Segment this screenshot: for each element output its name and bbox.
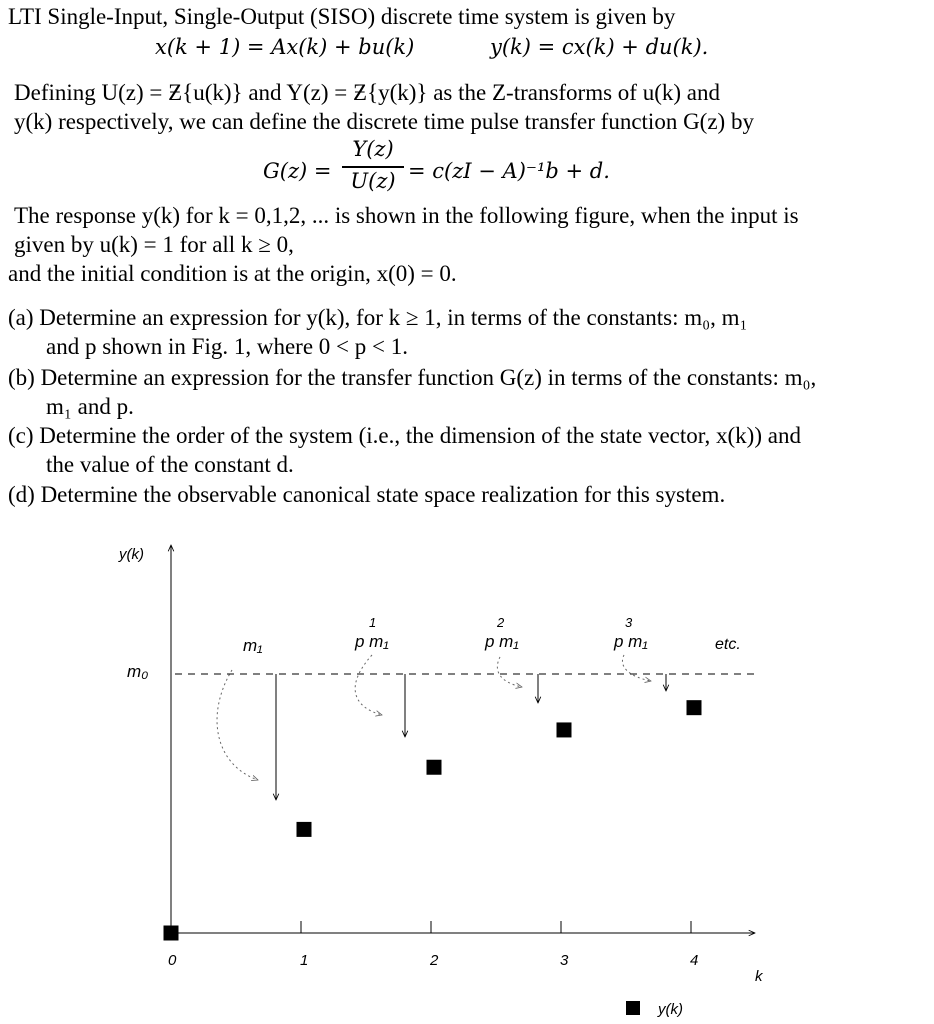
state-equation: x(k + 1) = Ax(k) + bu(k) [155,35,415,59]
x-tick-label-0: 0 [168,952,177,969]
pm1-annotation-1-exponent: 1 [369,615,377,630]
x-tick-label-4: 4 [690,952,699,969]
data-point-k4 [687,700,702,715]
response-line-2: given by u(k) = 1 for all k ≥ 0, [14,232,294,257]
curved-arrow-2 [355,655,382,715]
question-c-line-2: the value of the constant d. [46,452,294,477]
response-line-1: The response y(k) for k = 0,1,2, ... is shown in the following figure, when the input is [14,203,799,228]
question-a-line-2: and p shown in Fig. 1, where 0 < p < 1. [46,334,408,359]
response-line-3: and the initial condition is at the origin, x(0) = 0. [8,261,457,286]
pm1-annotation-3: p m₁ [614,632,648,651]
question-d-line-1: (d) Determine the observable canonical state space realization for this system. [8,482,726,507]
etc-annotation: etc. [715,636,741,653]
transfer-function-denominator: U(z) [350,169,396,193]
legend-label: y(k) [658,1001,683,1018]
data-point-k3 [557,722,572,737]
curved-arrow-4 [622,655,651,681]
pm1-annotation-2: p m₁ [485,632,519,651]
pm1-annotation-2-exponent: 2 [497,615,505,630]
question-b-line-2: m₁ and p. [46,394,134,419]
transfer-function-lhs: G(z) = [263,159,332,183]
question-c-line-1: (c) Determine the order of the system (i.e., the dimension of the state vector, x(k)) and [8,423,801,448]
x-tick-label-3: 3 [560,952,569,969]
fraction-bar [342,166,404,168]
transfer-function-numerator: Y(z) [352,137,394,161]
curved-arrow-1 [217,670,258,780]
definition-line-1: Defining U(z) = Ƶ{u(k)} and Y(z) = Ƶ{y(k)} as the Z-transforms of u(k) and [14,80,720,105]
m1-annotation: m₁ [243,636,263,655]
curved-arrow-3 [497,657,522,687]
step-response-figure [0,525,934,1024]
data-point-k0 [164,926,179,941]
transfer-function-rhs: = c(zI − A)⁻¹b + d. [408,159,610,183]
definition-line-2: y(k) respectively, we can define the discrete time pulse transfer function G(z) by [14,109,754,134]
x-axis-label: k [755,968,763,985]
output-equation: y(k) = cx(k) + du(k). [490,35,709,59]
y-axis-label: y(k) [119,546,144,563]
x-tick-label-1: 1 [300,952,309,969]
m0-label: m₀ [127,662,149,681]
x-tick-label-2: 2 [430,952,439,969]
pm1-annotation-3-exponent: 3 [625,615,633,630]
pm1-annotation-1: p m₁ [355,632,389,651]
legend-marker [626,1001,640,1015]
data-point-k1 [297,822,312,837]
question-b-line-1: (b) Determine an expression for the transfer function G(z) in terms of the constants: m₀, [8,365,817,390]
question-a-line-1: (a) Determine an expression for y(k), for k ≥ 1, in terms of the constants: m₀, m₁ [8,305,748,330]
data-point-k2 [427,760,442,775]
transfer-function-fraction [342,137,404,197]
intro-text: LTI Single-Input, Single-Output (SISO) discrete time system is given by [8,4,676,29]
